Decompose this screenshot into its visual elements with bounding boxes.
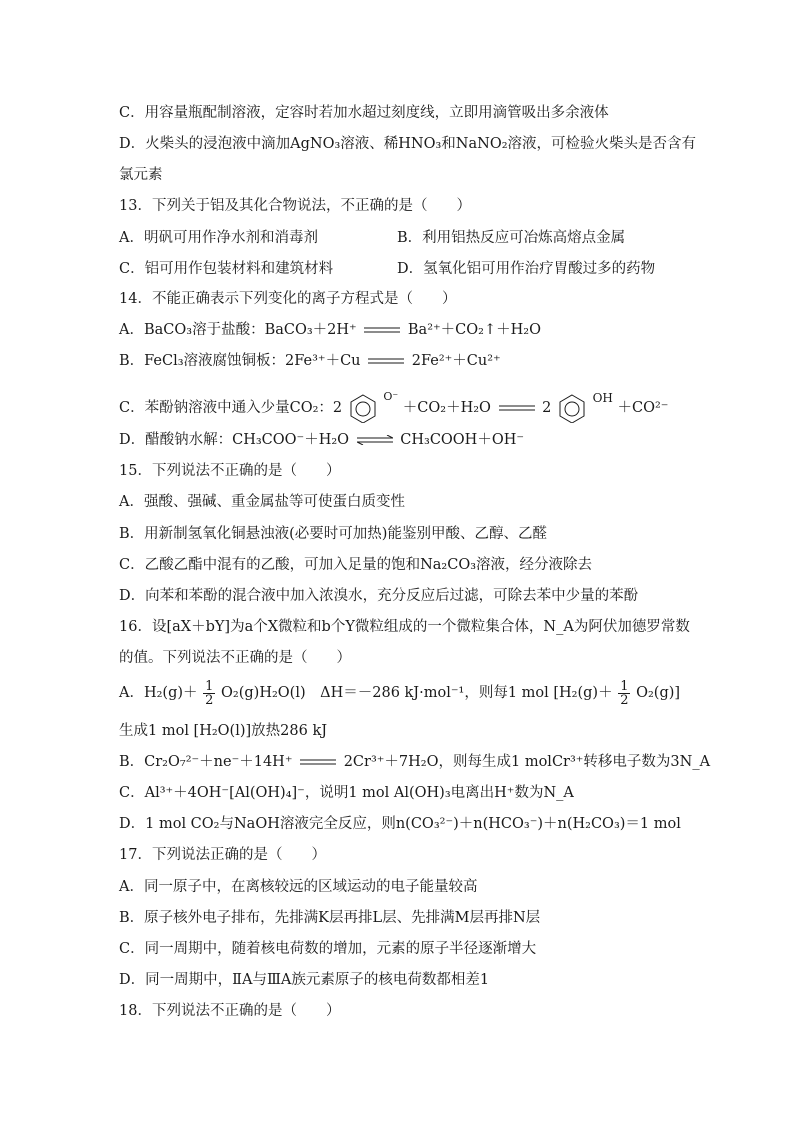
q13-option-c: C．铝可用作包装材料和建筑材料 bbox=[119, 261, 334, 277]
q14d-left: D．醋酸钠水解：CH₃COO⁻＋H₂O bbox=[119, 432, 350, 448]
q12-option-d-line1: D．火柴头的浸泡液中滴加AgNO₃溶液、稀HNO₃和NaNO₂溶液，可检验火柴头是否含有 bbox=[119, 136, 697, 152]
reversible-arrow-icon bbox=[357, 435, 393, 445]
q16-option-a bbox=[119, 678, 680, 708]
q17-option-b: B．原子核外电子排布，先排满K层再排L层、先排满M层再排N层 bbox=[119, 910, 541, 926]
q17-option-c: C．同一周期中，随着核电荷数的增加，元素的原子半径逐渐增大 bbox=[119, 941, 537, 957]
fraction-half: $\frac{1}{2}$ bbox=[205, 678, 214, 708]
q16-option-c: C．Al³⁺＋4OH⁻[Al(OH)₄]⁻，说明1 mol Al(OH)₃电离出H⁺数为N_A bbox=[119, 785, 574, 801]
q16-option-a-cont: 生成1 mol [H₂O(l)]放热286 kJ bbox=[119, 723, 328, 739]
q16-option-b bbox=[119, 752, 710, 772]
q14a-left: A．BaCO₃溶于盐酸：BaCO₃＋2H⁺ bbox=[119, 322, 357, 338]
q17-option-a: A．同一原子中，在离核较远的区域运动的电子能量较高 bbox=[119, 879, 478, 895]
q18-stem: 18．下列说法不正确的是（ ） bbox=[119, 1003, 341, 1019]
q17-option-d: D．同一周期中，ⅡA与ⅢA族元素原子的核电荷数都相差1 bbox=[119, 972, 490, 988]
q14c-coef: 2 bbox=[542, 400, 552, 416]
q14c-hydroxyl: OH bbox=[592, 391, 613, 405]
q14-option-d bbox=[119, 430, 524, 450]
q16a-part1: A．H₂(g)＋ bbox=[119, 685, 198, 701]
q14d-right: CH₃COOH＋OH⁻ bbox=[400, 432, 525, 448]
q14-option-c bbox=[119, 382, 668, 423]
q14b-left: B．FeCl₃溶液腐蚀铜板：2Fe³⁺＋Cu bbox=[119, 353, 361, 369]
q15-stem: 15．下列说法不正确的是（ ） bbox=[119, 463, 341, 479]
q16-option-d: D．1 mol CO₂与NaOH溶液完全反应，则n(CO₃²⁻)＋n(HCO₃⁻)＋n(H₂CO₃)＝1 mol bbox=[119, 816, 681, 832]
q13-option-d: D．氢氧化铝可用作治疗胃酸过多的药物 bbox=[397, 261, 656, 277]
q15-option-a: A．强酸、强碱、重金属盐等可使蛋白质变性 bbox=[119, 494, 405, 510]
double-line-icon bbox=[368, 356, 404, 366]
q16-stem-line2: 的值。下列说法不正确的是（ ） bbox=[119, 650, 351, 666]
q14-option-a bbox=[119, 320, 541, 340]
q14-stem: 14．不能正确表示下列变化的离子方程式是（ ） bbox=[119, 291, 457, 307]
q13-stem: 13．下列关于铝及其化合物说法，不正确的是（ ） bbox=[119, 198, 471, 214]
q14b-right: 2Fe²⁺＋Cu²⁺ bbox=[411, 353, 501, 369]
q14c-middle: ＋CO₂＋H₂O bbox=[402, 400, 491, 416]
q15-option-b: B．用新制氢氧化铜悬浊液(必要时可加热)能鉴别甲酸、乙醇、乙醛 bbox=[119, 526, 547, 542]
q13-option-b: B．利用铝热反应可冶炼高熔点金属 bbox=[397, 230, 626, 246]
q12-option-d-line2: 氯元素 bbox=[119, 167, 163, 183]
q13-option-a: A．明矾可用作净水剂和消毒剂 bbox=[119, 230, 318, 246]
benzene-ring-icon bbox=[347, 393, 379, 423]
q16a-part3: O₂(g)] bbox=[636, 685, 681, 701]
q16a-part2: O₂(g)H₂O(l) ΔH＝－286 kJ·mol⁻¹，则每1 mol [H₂(g)＋ bbox=[221, 685, 613, 701]
q16b-left: B．Cr₂O₇²⁻＋ne⁻＋14H⁺ bbox=[119, 754, 293, 770]
double-line-icon bbox=[300, 757, 336, 767]
q16b-right: 2Cr³⁺＋7H₂O，则每生成1 molCr³⁺转移电子数为3N_A bbox=[343, 754, 711, 770]
q14c-left: C．苯酚钠溶液中通入少量CO₂：2 bbox=[119, 400, 343, 416]
q16-stem-line1: 16．设[aX＋bY]为a个X微粒和b个Y微粒组成的一个微粒集合体，N_A为阿伏加德罗常数 bbox=[119, 619, 690, 635]
double-line-icon bbox=[364, 325, 400, 335]
q15-option-d: D．向苯和苯酚的混合液中加入浓溴水，充分反应后过滤，可除去苯中少量的苯酚 bbox=[119, 588, 639, 604]
q15-option-c: C．乙酸乙酯中混有的乙酸，可加入足量的饱和Na₂CO₃溶液，经分液除去 bbox=[119, 557, 593, 573]
q17-stem: 17．下列说法正确的是（ ） bbox=[119, 847, 326, 863]
q14c-phenoxide: O⁻ bbox=[383, 390, 399, 403]
q14-option-b bbox=[119, 351, 501, 371]
q14a-right: Ba²⁺＋CO₂↑＋H₂O bbox=[407, 322, 541, 338]
q14c-right: ＋CO²⁻ bbox=[617, 400, 669, 416]
double-line-icon bbox=[499, 403, 535, 413]
q12-option-c: C．用容量瓶配制溶液，定容时若加水超过刻度线，立即用滴管吸出多余液体 bbox=[119, 105, 609, 121]
benzene-ring-icon bbox=[556, 393, 588, 423]
fraction-half: $\frac{1}{2}$ bbox=[620, 678, 629, 708]
